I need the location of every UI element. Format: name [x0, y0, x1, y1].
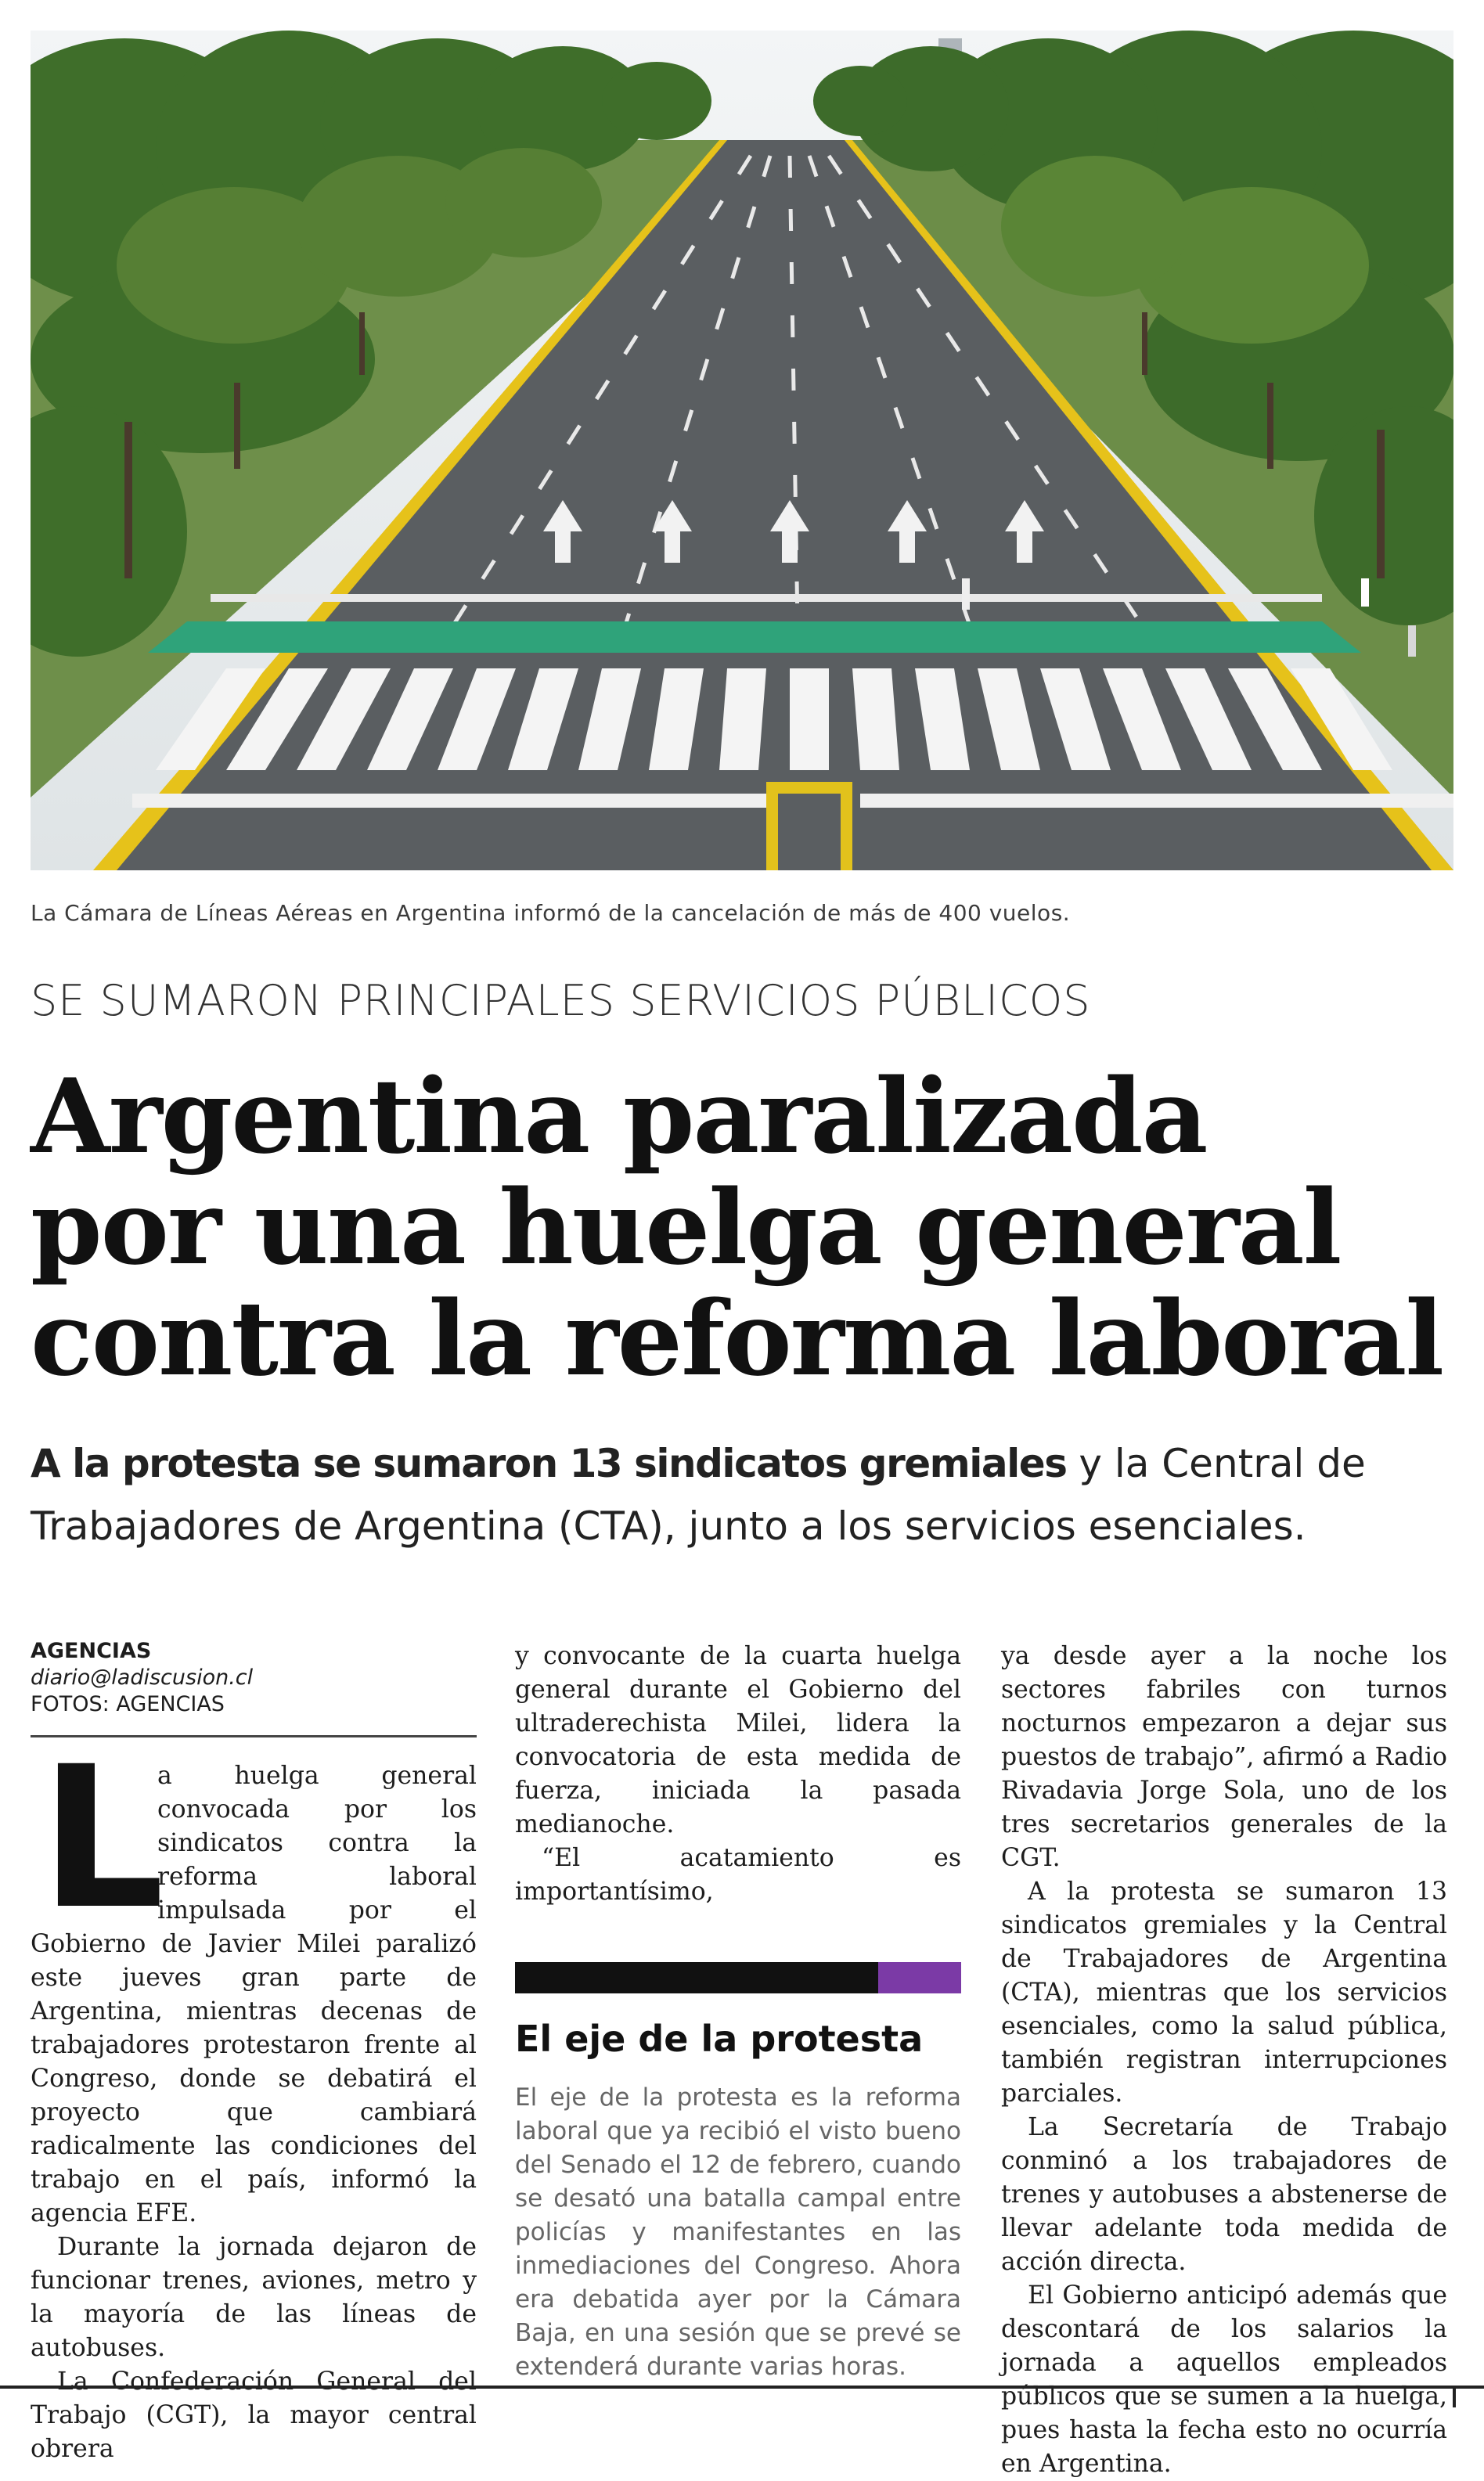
page-bottom-rule [0, 2386, 1484, 2389]
column-1 [31, 1640, 477, 2466]
sidebar-bar-black [515, 1962, 878, 1993]
article-headline [31, 1056, 1471, 1399]
body-paragraph-2: Durante la jornada dejaron de funcionar trenes, aviones, metro y la mayoría de las líneas de autobuses. [31, 2233, 477, 2362]
sidebar-accent-bar [515, 1962, 961, 1993]
body-paragraph-5: “El acatamiento es importantísimo, [515, 1844, 961, 1906]
byline-photos: FOTOS: AGENCIAS [31, 1692, 225, 1716]
sidebar-bar-purple [878, 1962, 961, 1993]
column-3 [1001, 1640, 1447, 2481]
sidebar-title: El eje de la protesta [515, 2018, 924, 2060]
column-2 [515, 1640, 961, 2384]
body-paragraph-8: La Secretaría de Trabajo conminó a los trabajadores de trenes y autobuses a abstenerse de llevar adelante toda medida de acción directa. [1001, 2113, 1447, 2276]
dropcap: L [40, 1724, 165, 1952]
headline-line-3: contra la reforma laboral [31, 1278, 1443, 1399]
page-bottom-corner [1453, 2386, 1456, 2407]
article-kicker: SE SUMARON PRINCIPALES SERVICIOS PÚBLICOS [31, 976, 1091, 1025]
lead-rest: y la Central de Trabajadores de Argentina (CTA), junto a los servicios esenciales. [31, 1441, 1366, 1549]
body-paragraph-7: A la protesta se sumaron 13 sindicatos gremiales y la Central de Trabajadores de Argentina (CTA), mientras que los servicios esenciales, como la salud pública, también registran interrupciones parciales. [1001, 1878, 1447, 2108]
sidebar-text: El eje de la protesta es la reforma laboral que ya recibió el visto bueno del Senado el 12 de febrero, cuando se desató una batalla campal entre policías y manifestantes en las inmediaciones del Congreso. Ahora era debatida ayer por la Cámara Baja, en una sesión que se prevé se extenderá durante varias horas. [515, 2083, 961, 2381]
photo-caption: La Cámara de Líneas Aéreas en Argentina informó de la cancelación de más de 400 vuelos. [31, 900, 1071, 926]
body-paragraph-3: La Confederación General del Trabajo (CGT), la mayor central obrera [31, 2368, 477, 2463]
first-paragraph-block [31, 1724, 477, 2231]
article-lead [31, 1432, 1453, 1557]
byline-agency: AGENCIAS [31, 1639, 152, 1663]
byline [31, 1638, 477, 1718]
headline-line-1: Argentina paralizada [31, 1056, 1207, 1176]
headline-line-2: por una huelga general [31, 1167, 1341, 1287]
body-paragraph-9: El Gobierno anticipó además que descontará de los salarios la jornada a aquellos empleados públicos que se sumen a la huelga, pues hasta la fecha esto no ocurría en Argentina. [1001, 2281, 1447, 2478]
street-photo [31, 31, 1453, 870]
body-paragraph-4: y convocante de la cuarta huelga general durante el Gobierno del ultraderechista Milei, lidera la convocatoria de esta medida de fuerza, iniciada la pasada medianoche. [515, 1642, 961, 1838]
byline-email: diario@ladiscusion.cl [31, 1665, 254, 1690]
street-photo-icon [31, 31, 1453, 870]
body-paragraph-1: a huelga general convocada por los sindicatos contra la reforma laboral impulsada por el Gobierno de Javier Milei paralizó este jueves gran parte de Argentina, mientras decenas de trabajadores protestaron frente al Congreso, donde se debatirá el proyecto que cambiará radicalmente las condiciones del trabajo en el país, informó la agencia EFE. [31, 1762, 477, 2227]
lead-bold: A la protesta se sumaron 13 sindicatos gremiales [31, 1441, 1067, 1486]
body-paragraph-6: ya desde ayer a la noche los sectores fabriles con turnos nocturnos empezaron a dejar sus puestos de trabajo”, afirmó a Radio Rivadavia Jorge Sola, uno de los tres secretarios generales de la CGT. [1001, 1642, 1447, 1872]
